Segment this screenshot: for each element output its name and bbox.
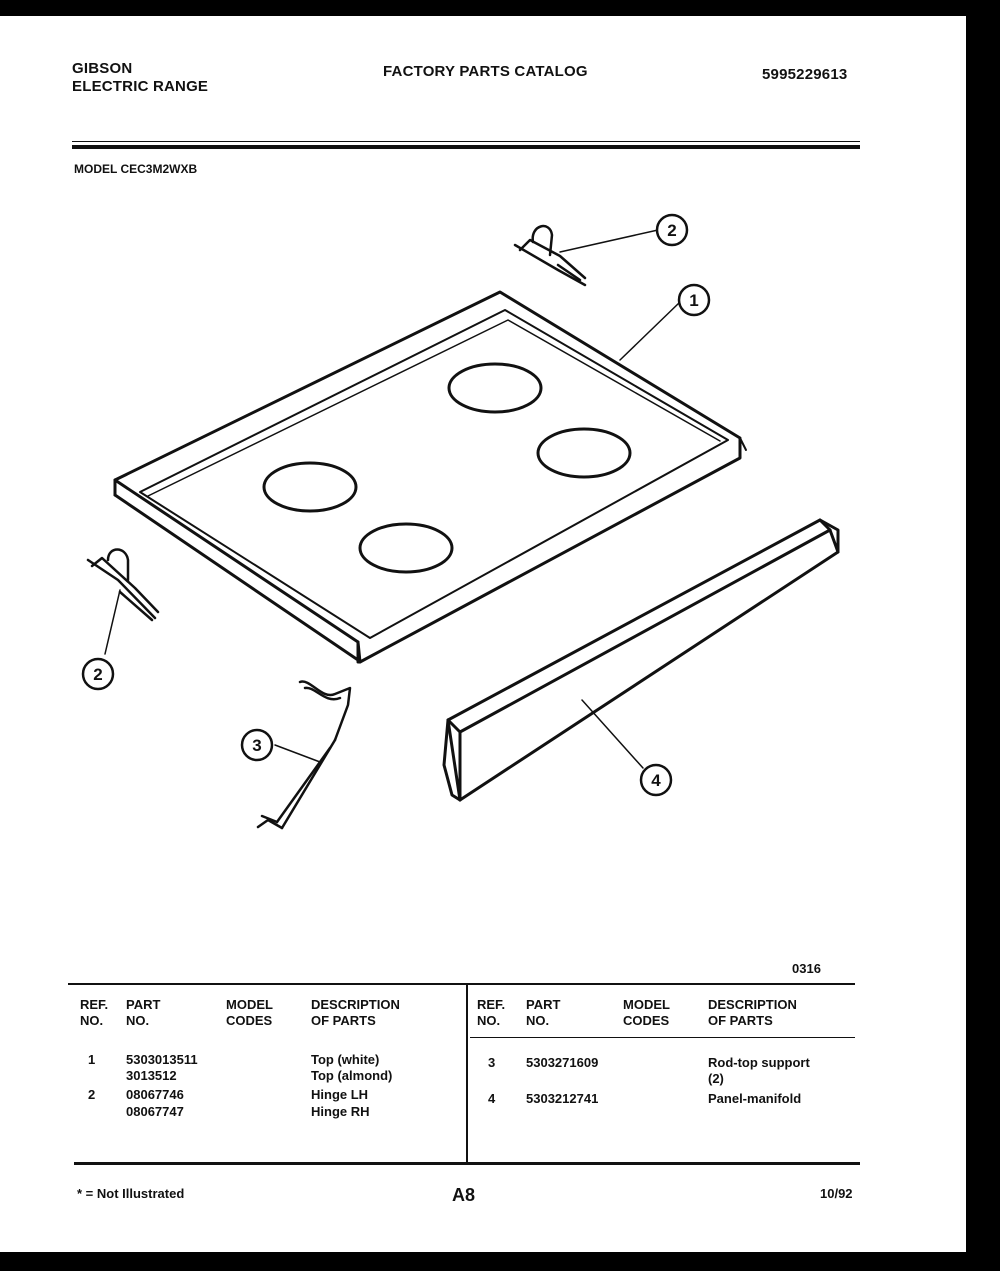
- part-no: 08067746: [126, 1087, 184, 1102]
- scan-border-top: [0, 0, 1000, 16]
- rod-support-part: [258, 682, 350, 828]
- ref-no: 3: [488, 1055, 496, 1070]
- callout-label: 4: [651, 771, 661, 790]
- description: Hinge LH: [311, 1087, 369, 1102]
- description: Panel-manifold: [708, 1091, 802, 1106]
- catalog-title: FACTORY PARTS CATALOG: [383, 63, 588, 80]
- header-part-no: PART NO.: [126, 997, 161, 1028]
- revision-date: 10/92: [820, 1186, 853, 1201]
- model-number: MODEL CEC3M2WXB: [74, 162, 198, 176]
- table-divider: [466, 985, 468, 1162]
- scan-border-right: [966, 0, 1000, 1271]
- callout-label: 1: [689, 291, 699, 310]
- table-bottom-rule: [74, 1162, 860, 1165]
- callout-2-top: [657, 215, 687, 245]
- callout-label: 2: [93, 665, 103, 684]
- description: Top (white): [311, 1052, 380, 1067]
- part-no: 5303271609: [526, 1055, 599, 1070]
- callout-label: 3: [252, 736, 262, 755]
- header-rule: [72, 145, 860, 149]
- part-no: 08067747: [126, 1104, 184, 1119]
- ref-no: 1: [88, 1052, 96, 1067]
- header-description: DESCRIPTION OF PARTS: [311, 997, 400, 1028]
- callout-3: [242, 730, 272, 760]
- header-model-codes: MODEL CODES: [226, 997, 273, 1028]
- description: Hinge RH: [311, 1104, 370, 1119]
- part-no: 5303013511: [126, 1052, 198, 1067]
- exploded-parts-diagram: [60, 200, 860, 860]
- header-part-no-right: PART NO.: [526, 997, 561, 1028]
- table-top-rule: [68, 983, 855, 985]
- description: Rod-top support: [708, 1055, 810, 1070]
- ref-no: 2: [88, 1087, 96, 1102]
- table-header-rule: [470, 1037, 855, 1038]
- header-ref-no-right: REF. NO.: [477, 997, 506, 1028]
- header-rule-thin: [72, 141, 860, 142]
- callout-1: [679, 285, 709, 315]
- scan-border-bottom: [0, 1252, 1000, 1271]
- callout-2-left: [83, 659, 113, 689]
- header-model-codes-right: MODEL CODES: [623, 997, 670, 1028]
- part-no: 3013512: [126, 1068, 177, 1083]
- callout-label: 2: [667, 221, 677, 240]
- hinge-left-part: [88, 550, 158, 621]
- callout-4: [641, 765, 671, 795]
- catalog-number: 5995229613: [762, 66, 848, 83]
- header-ref-no: REF. NO.: [80, 997, 109, 1028]
- footnote: * = Not Illustrated: [77, 1186, 185, 1201]
- brand-name: GIBSON: [72, 60, 133, 77]
- brand-block: [72, 60, 208, 96]
- ref-no: 4: [488, 1091, 496, 1106]
- cooktop-part: [115, 292, 746, 662]
- product-type: ELECTRIC RANGE: [72, 78, 209, 95]
- description: Top (almond): [311, 1068, 393, 1083]
- figure-code: 0316: [792, 961, 821, 976]
- hinge-top-part: [515, 226, 585, 285]
- page-number: A8: [452, 1185, 476, 1205]
- description-continued: (2): [708, 1071, 724, 1086]
- part-no: 5303212741: [526, 1091, 599, 1106]
- header-description-right: DESCRIPTION OF PARTS: [708, 997, 797, 1028]
